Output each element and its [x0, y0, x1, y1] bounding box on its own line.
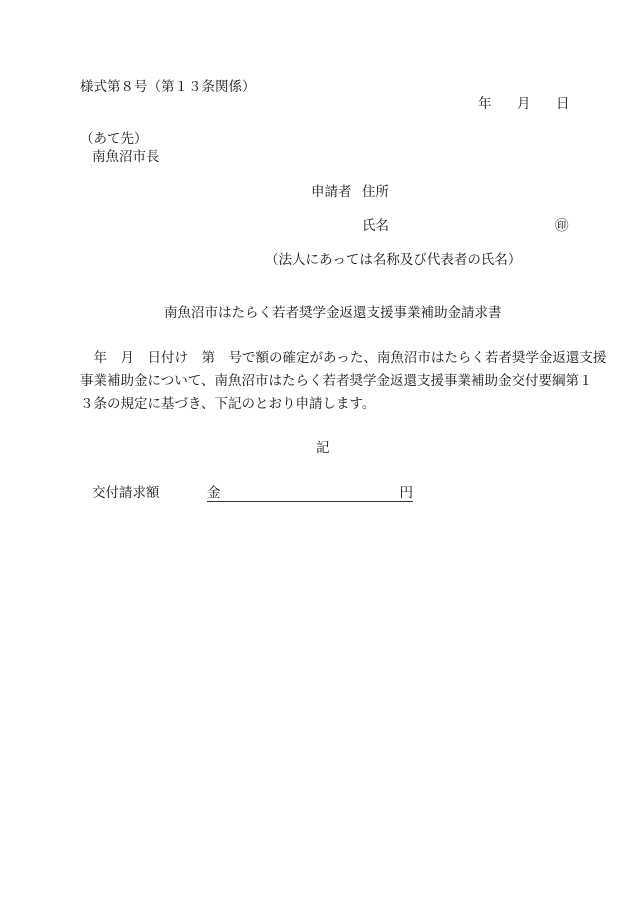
address-label: 住所	[362, 184, 389, 200]
amount-label: 交付請求額	[92, 485, 160, 501]
amount-prefix: 金	[207, 485, 221, 501]
date-month: 月	[517, 96, 531, 112]
body-line: ３条の規定に基づき、下記のとおり申請します。	[80, 396, 376, 412]
addressee: 南魚沼市長	[92, 149, 160, 165]
body-line: 事業補助金について、南魚沼市はたらく若者奨学金返還支援事業補助金交付要綱第１	[80, 373, 593, 389]
form-number: 様式第８号（第１３条関係）	[80, 79, 256, 95]
seal-mark: ㊞	[555, 218, 569, 234]
document-title: 南魚沼市はたらく若者奨学金返還支援事業補助金請求書	[164, 305, 502, 321]
name-label: 氏名	[362, 218, 389, 234]
date-year: 年	[478, 96, 492, 112]
date-day: 日	[556, 96, 570, 112]
applicant-label: 申請者	[311, 184, 352, 200]
addressee-label: （あて先）	[80, 131, 148, 147]
ki-heading: 記	[316, 440, 330, 456]
body-line: 年 月 日付け 第 号で額の確定があった、南魚沼市はたらく若者奨学金返還支援	[80, 350, 607, 366]
applicant-note: （法人にあっては名称及び代表者の氏名）	[265, 252, 522, 268]
amount-suffix: 円	[399, 485, 413, 501]
amount-field	[207, 485, 413, 502]
